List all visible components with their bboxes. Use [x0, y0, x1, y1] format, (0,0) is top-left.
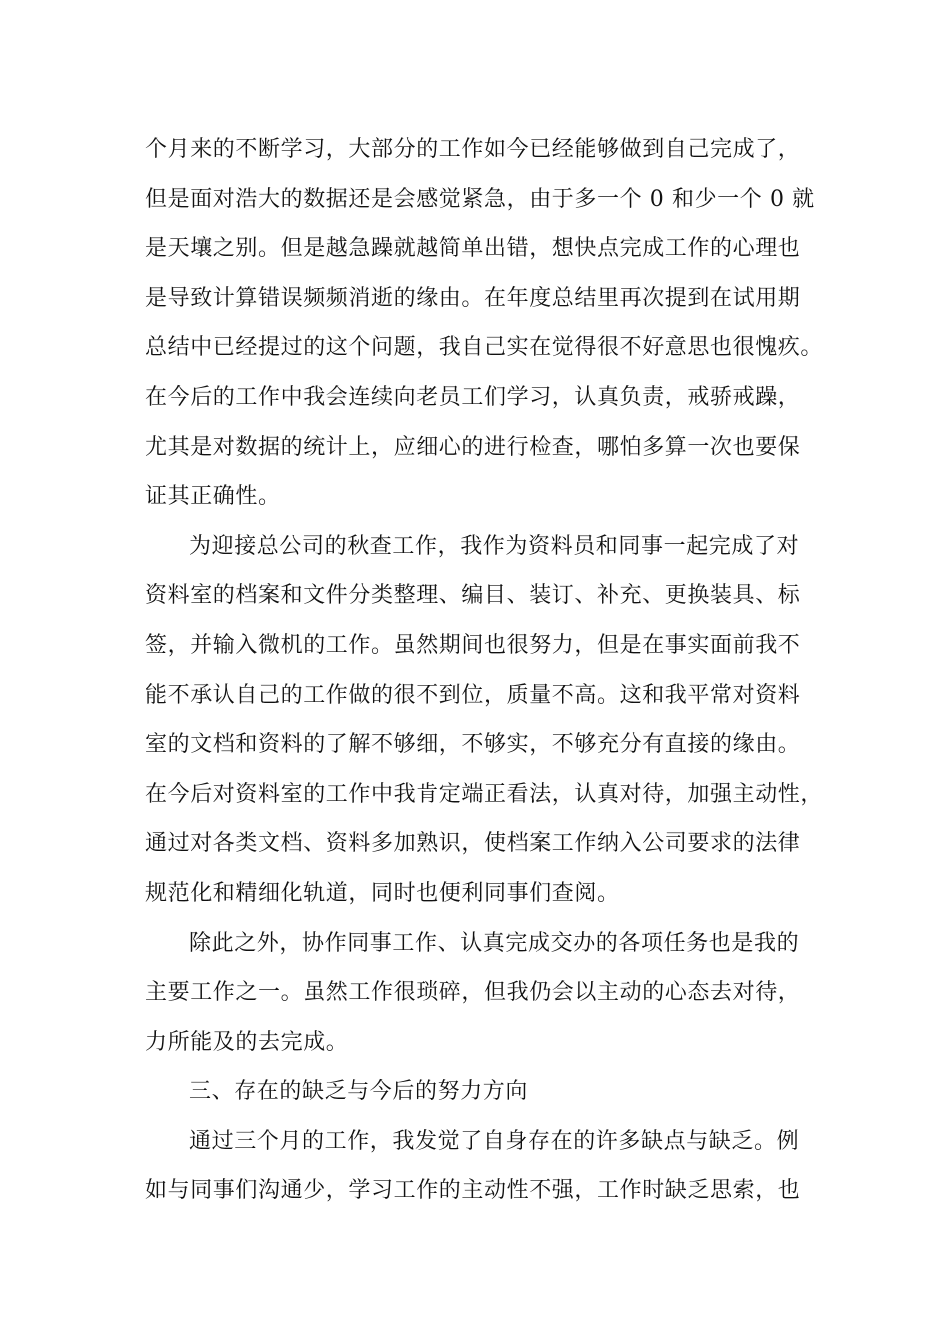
text-line: 是导致计算错误频频消逝的缘由。在年度总结里再次提到在试用期 — [145, 285, 801, 311]
text-line: 但是面对浩大的数据还是会感觉紧急，由于多一个 0 和少一个 0 就 — [145, 186, 815, 212]
text-line: 个月来的不断学习，大部分的工作如今已经能够做到自己完成了， — [145, 137, 801, 162]
text-line: 在今后对资料室的工作中我肯定端正看法，认真对待，加强主动性， — [145, 781, 824, 807]
text-line: 如与同事们沟通少，学习工作的主动性不强，工作时缺乏思索，也 — [145, 1178, 801, 1204]
document-body — [145, 125, 845, 1216]
text-line: 在今后的工作中我会连续向老员工们学习，认真负责，戒骄戒躁， — [145, 384, 801, 410]
text-line: 通过三个月的工作，我发觉了自身存在的许多缺点与缺乏。例 — [189, 1128, 800, 1154]
text-line: 通过对各类文档、资料多加熟识，使档案工作纳入公司要求的法律 — [145, 831, 801, 857]
text-line: 主要工作之一。虽然工作很琐碎，但我仍会以主动的心态去对待， — [145, 980, 801, 1006]
text-line: 能不承认自己的工作做的很不到位，质量不高。这和我平常对资料 — [145, 682, 801, 708]
text-line: 规范化和精细化轨道，同时也便利同事们查阅。 — [145, 880, 620, 906]
text-line: 尤其是对数据的统计上，应细心的进行检查，哪怕多算一次也要保 — [145, 434, 801, 460]
text-line: 三、存在的缺乏与今后的努力方向 — [189, 1079, 529, 1105]
text-line: 证其正确性。 — [145, 484, 281, 510]
text-line: 除此之外，协作同事工作、认真完成交办的各项任务也是我的 — [189, 930, 800, 956]
text-line: 力所能及的去完成。 — [145, 1029, 349, 1055]
text-line: 为迎接总公司的秋查工作，我作为资料员和同事一起完成了对 — [189, 533, 800, 559]
text-line: 室的文档和资料的了解不够细，不够实，不够充分有直接的缘由。 — [145, 732, 801, 758]
text-line: 签，并输入微机的工作。虽然期间也很努力，但是在事实面前我不 — [145, 632, 801, 658]
text-line: 总结中已经提过的这个问题，我自己实在觉得很不好意思也很愧疚。 — [145, 335, 824, 361]
text-line: 是天壤之别。但是越急躁就越简单出错，想快点完成工作的心理也 — [145, 236, 801, 262]
text-line: 资料室的档案和文件分类整理、编目、装订、补充、更换装具、标 — [145, 583, 801, 609]
